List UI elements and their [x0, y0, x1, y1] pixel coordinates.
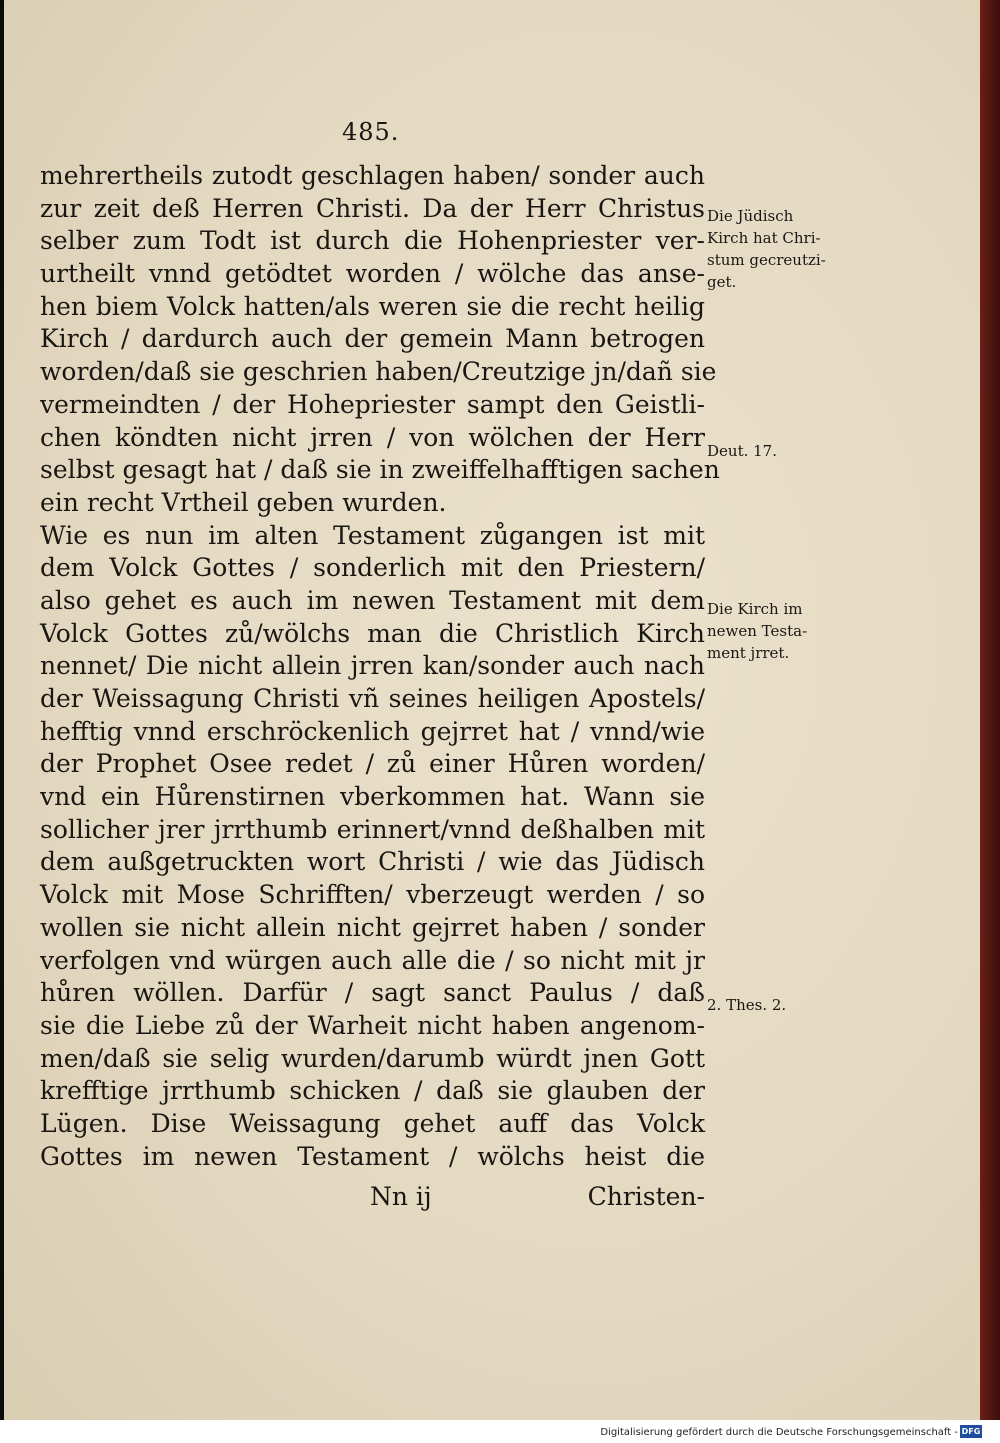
text-line: selbst gesagt hat / daß sie in zweiffelhafftigen sachen	[40, 455, 720, 485]
catchword-row	[40, 1182, 705, 1214]
text-line: chen köndten nicht jrren / von wölchen der Herr	[40, 422, 705, 452]
marginal-line: newen Testa-	[707, 622, 808, 640]
text-line: sie die Liebe zů der Warheit nicht haben angenom-	[40, 1010, 705, 1040]
book-page	[4, 0, 980, 1420]
text-line: men/daß sie selig wurden/darumb würdt jnen Gott	[40, 1043, 705, 1073]
marginal-line: stum gecreutzi-	[707, 251, 826, 269]
text-line: Volck mit Mose Schrifften/ vberzeugt werden / so	[40, 880, 705, 910]
marginal-note	[707, 440, 777, 462]
text-line: hefftig vnnd erschröckenlich gejrret hat / vnnd/wie	[40, 716, 705, 746]
text-line: der Prophet Osee redet / zů einer Hůren worden/	[40, 749, 705, 779]
text-line: also gehet es auch im newen Testament mit dem	[40, 585, 705, 615]
marginal-line: ment jrret.	[707, 644, 790, 662]
text-line: hen biem Volck hatten/als weren sie die recht heilig	[40, 291, 705, 321]
text-line: wollen sie nicht allein nicht gejrret haben / sonder	[40, 912, 705, 942]
catchword: Christen-	[587, 1182, 705, 1211]
dfg-logo[interactable]: DFG	[961, 1427, 981, 1436]
page-number: 485.	[342, 118, 400, 146]
text-line: dem Volck Gottes / sonderlich mit den Priestern/	[40, 553, 705, 583]
text-line: verfolgen vnd würgen auch alle die / so nicht mit jr	[40, 945, 705, 975]
marginal-line: Kirch hat Chri-	[707, 229, 821, 247]
text-line: hůren wöllen. Darfür / sagt sanct Paulus / daß	[40, 978, 705, 1008]
text-line: Lügen. Dise Weissagung gehet auff das Volck	[40, 1108, 705, 1138]
main-text-block	[40, 160, 720, 1173]
marginal-line: Die Jüdisch	[707, 207, 794, 225]
text-line: Wie es nun im alten Testament zůgangen ist mit	[40, 520, 705, 550]
text-line: selber zum Todt ist durch die Hohenpriester ver-	[40, 226, 705, 256]
marginal-note	[707, 994, 786, 1016]
text-line: zur zeit deß Herren Christi. Da der Herr Christus	[40, 193, 705, 223]
text-line: krefftige jrrthumb schicken / daß sie glauben der	[40, 1076, 705, 1106]
marginal-line: Deut. 17.	[707, 442, 777, 460]
text-line: Gottes im newen Testament / wölchs heist die	[40, 1141, 705, 1171]
signature-mark: Nn ij	[370, 1182, 432, 1211]
text-line: dem außgetruckten wort Christi / wie das Jüdisch	[40, 847, 705, 877]
text-line: Kirch / dardurch auch der gemein Mann betrogen	[40, 324, 705, 354]
text-line: der Weissagung Christi vñ seines heiligen Apostels/	[40, 684, 705, 713]
text-line: ein recht Vrtheil geben wurden.	[40, 487, 447, 517]
marginal-line: 2. Thes. 2.	[707, 996, 787, 1014]
text-line: vermeindten / der Hohepriester sampt den Geistli-	[40, 389, 705, 419]
text-line: urtheilt vnnd getödtet worden / wölche das anse-	[40, 259, 705, 289]
marginal-line: Die Kirch im	[707, 600, 803, 618]
marginal-line: get.	[707, 273, 737, 291]
text-line: sollicher jrer jrrthumb erinnert/vnnd deßhalben mit	[40, 814, 705, 844]
footer-credit[interactable]: Digitalisierung gefördert durch die Deutsche Forschungsgemeinschaft -	[600, 1427, 958, 1438]
marginal-note	[707, 205, 826, 293]
text-line: worden/daß sie geschrien haben/Creutzige jn/dañ sie	[40, 357, 717, 387]
text-line: nennet/ Die nicht allein jrren kan/sonder auch nach	[40, 651, 705, 681]
text-line: vnd ein Hůrenstirnen vberkommen hat. Wann sie	[40, 782, 705, 812]
marginal-note	[707, 598, 807, 664]
text-line: mehrertheils zutodt geschlagen haben/ sonder auch	[40, 161, 705, 190]
book-edge	[980, 0, 1000, 1420]
text-line: Volck Gottes zů/wölchs man die Christlich Kirch	[40, 618, 705, 648]
